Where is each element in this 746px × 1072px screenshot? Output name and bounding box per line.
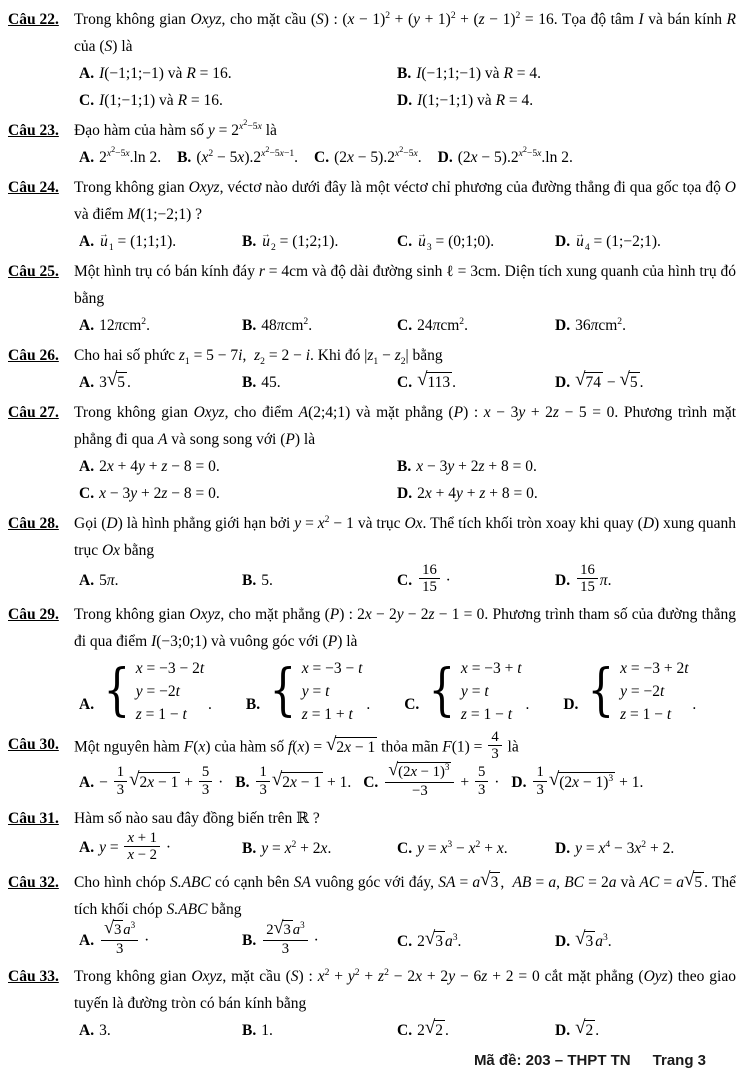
- option-content: − $\frac{1}{3}$ √ 2x − 1 + $\frac{5}{3}$ ·: [99, 774, 223, 791]
- question: [8, 399, 736, 507]
- option-content: √ 74 − √ 5 .: [575, 374, 643, 391]
- question-content: [72, 601, 736, 728]
- option-letter: A.: [79, 233, 95, 250]
- question-content: [72, 117, 736, 171]
- options-row: [74, 919, 736, 960]
- option-content: $\frac{1}{3}$ √ 2x − 1 + 1.: [254, 774, 351, 791]
- option-content: 2 √ 3 $a^3$.: [417, 933, 461, 950]
- option: [235, 766, 351, 800]
- options-row: [74, 144, 736, 171]
- question: [8, 601, 736, 728]
- option-content: $(2x - 5).2^{x^2-5x}.\ln$ 2.: [457, 144, 573, 166]
- option: [397, 1017, 555, 1044]
- question-content: [72, 728, 736, 802]
- question-number: Câu 23.: [8, 122, 59, 139]
- option-letter: A.: [79, 374, 95, 391]
- option-content: $(x^2 - 5x).2^{x^2-5x-1}$.: [196, 144, 299, 166]
- option-content: $\frac{16}{15}$ π.: [575, 572, 611, 589]
- question-number: Câu 28.: [8, 515, 59, 532]
- question-number: Câu 26.: [8, 347, 59, 364]
- option: [397, 928, 555, 955]
- option-content: 1.: [261, 1021, 273, 1039]
- option: [363, 762, 500, 802]
- option-letter: C.: [79, 485, 95, 502]
- question-number: Câu 27.: [8, 404, 59, 421]
- option-letter: A.: [79, 149, 95, 166]
- option-letter: D.: [555, 840, 571, 858]
- option-content: $\frac{16}{15}$ ·: [417, 572, 451, 589]
- option-letter: D.: [555, 571, 571, 589]
- question-content: [72, 342, 736, 396]
- option-letter: B.: [245, 696, 261, 714]
- question-number: Câu 22.: [8, 11, 59, 28]
- option: [242, 312, 397, 339]
- option: [397, 453, 736, 480]
- option-letter: C.: [397, 571, 413, 589]
- option-letter: D.: [397, 92, 413, 109]
- question-body: Hàm số nào sau đây đồng biến trên ℝ ?: [74, 809, 320, 827]
- option-content: x − 3y + 2z − 8 = 0.: [99, 485, 220, 502]
- option-content: → $u_4$ = (1;−2;1).: [575, 233, 661, 250]
- options-row: [74, 1017, 736, 1044]
- option-letter: B.: [235, 773, 250, 791]
- option-letter: A.: [79, 65, 95, 82]
- option: [397, 228, 555, 255]
- question-number: Câu 33.: [8, 967, 59, 985]
- option-content: √ 3 $a^3$ 3 ·: [99, 932, 149, 949]
- option-letter: C.: [363, 773, 379, 791]
- option-content: I(−1;1;−1) và R = 16.: [99, 65, 232, 82]
- option: [79, 453, 397, 480]
- option: [555, 835, 736, 862]
- option-letter: B.: [242, 572, 257, 590]
- option-content: √ 113 .: [417, 374, 456, 391]
- question-content: [72, 6, 736, 114]
- page-footer: [8, 1047, 736, 1072]
- question-number: Câu 31.: [8, 809, 59, 827]
- option-content: y = $\frac{x + 1}{x - 2}$ ·: [99, 829, 172, 864]
- option: [397, 60, 736, 87]
- option-content: 2 √ 3 $a^3$ 3 ·: [261, 932, 319, 949]
- option: [314, 144, 422, 171]
- option: [397, 369, 555, 396]
- question: [8, 510, 736, 598]
- option-content: 36πcm$^2$.: [575, 315, 626, 334]
- option-content: { x = −3 + t y = t z = 1 − t .: [428, 658, 530, 724]
- option: [242, 919, 397, 960]
- option: [79, 228, 242, 255]
- option: [242, 1017, 397, 1044]
- question: [8, 869, 736, 960]
- question-list: [8, 6, 736, 1047]
- option-content: √ 3 $a^3$.: [575, 933, 612, 950]
- question-number: Câu 32.: [8, 873, 59, 891]
- option: [246, 657, 370, 726]
- option: [79, 919, 242, 960]
- option-letter: C.: [397, 840, 413, 858]
- option: [79, 480, 397, 507]
- question: [8, 342, 736, 396]
- option-letter: A.: [79, 572, 95, 590]
- option-content: 3 √ 5 .: [99, 374, 131, 391]
- option-letter: C.: [397, 932, 413, 950]
- option: [397, 87, 736, 114]
- option-content: $y = x^3 - x^2 + x$.: [417, 839, 508, 858]
- option-letter: C.: [397, 1021, 413, 1039]
- question: [8, 174, 736, 255]
- option-content: 2 √ 2 .: [417, 1022, 449, 1039]
- option: [79, 144, 161, 171]
- option: [555, 1017, 736, 1044]
- option-content: 12πcm$^2$.: [99, 315, 150, 334]
- option-content: $2^{x^2-5x}.\ln$ 2.: [99, 144, 162, 166]
- option: [555, 369, 736, 396]
- option: [438, 144, 573, 171]
- option: [404, 657, 529, 726]
- option-content: → $u_1$ = (1;1;1).: [99, 233, 176, 250]
- option-letter: C.: [79, 92, 95, 109]
- option-letter: B.: [242, 317, 257, 334]
- option-letter: A.: [79, 773, 95, 791]
- option-letter: B.: [177, 149, 192, 166]
- option: [79, 369, 242, 396]
- option-letter: D.: [555, 233, 571, 250]
- question: [8, 117, 736, 171]
- question-number: Câu 24.: [8, 179, 59, 196]
- option-content: { x = −3 − t y = t z = 1 + t .: [269, 658, 371, 724]
- option-letter: C.: [397, 317, 413, 334]
- option-letter: D.: [397, 485, 413, 502]
- options-row: [74, 312, 736, 339]
- option-letter: B.: [397, 458, 412, 475]
- options-row: [74, 564, 736, 598]
- option-content: x − 3y + 2z + 8 = 0.: [416, 458, 537, 475]
- option-content: √ 2 .: [575, 1022, 599, 1039]
- question: [8, 258, 736, 339]
- option: [242, 835, 397, 862]
- option-letter: D.: [437, 149, 453, 166]
- option: [242, 369, 397, 396]
- option-letter: D.: [555, 317, 571, 334]
- options-row: [74, 762, 736, 802]
- option-letter: C.: [397, 374, 413, 391]
- option: [79, 87, 397, 114]
- option-content: { x = −3 − 2t y = −2t z = 1 − t .: [103, 658, 212, 724]
- option-content: 5π.: [99, 572, 119, 590]
- question-number: Câu 25.: [8, 263, 59, 280]
- option-letter: A.: [79, 458, 95, 475]
- question-body: Đạo hàm của hàm số $y = 2^{x^2-5x}$ là: [74, 117, 277, 139]
- option: [397, 835, 555, 862]
- options-row: [74, 655, 736, 728]
- question-body: Trong không gian Oxyz, cho điểm A(2;4;1) và mặt phẳng (P) : x − 3y + 2z − 5 = 0. Phương trình mặt phẳng đi qua A và song song với (P) là: [74, 404, 737, 448]
- option-content: $\frac{1}{3}$ √ $(2x - 1)^3$ + 1.: [531, 774, 643, 791]
- option: [397, 564, 555, 598]
- option: [511, 766, 643, 800]
- question-content: [72, 963, 736, 1044]
- option: [79, 766, 223, 800]
- option: [555, 228, 736, 255]
- exam-code: Mã đề: 203 – THPT TN: [473, 1051, 631, 1069]
- option-letter: A.: [79, 696, 95, 714]
- option-content: I(1;−1;1) và R = 4.: [417, 92, 534, 109]
- options-row: [74, 60, 736, 114]
- option-letter: A.: [79, 1021, 95, 1039]
- option: [79, 60, 397, 87]
- option: [397, 312, 555, 339]
- question-content: [72, 174, 736, 255]
- option-letter: C.: [397, 233, 413, 250]
- question: [8, 728, 736, 802]
- option: [79, 312, 242, 339]
- question: [8, 963, 736, 1044]
- option-letter: D.: [555, 1021, 571, 1039]
- option-letter: C.: [314, 149, 330, 166]
- options-row: [74, 228, 736, 255]
- option: [555, 312, 736, 339]
- option-letter: B.: [242, 233, 257, 250]
- question-body: Cho hai số phức $z_1 = 5 - 7i$, $z_2 = 2 - i$. Khi đó $|z_1 - z_2|$ bằng: [74, 347, 443, 368]
- options-row: [74, 453, 736, 507]
- option-content: → $u_3$ = (0;1;0).: [417, 233, 494, 250]
- option-content: 48πcm$^2$.: [261, 315, 313, 334]
- option: [177, 144, 298, 171]
- question-body: Trong không gian Oxyz, véctơ nào dưới đây là một véctơ chỉ phương của đường thẳng đi qua gốc tọa độ O và điểm M(1;−2;1) ?: [74, 179, 736, 223]
- question-body: Trong không gian Oxyz, mặt cầu (S) : $x^2 + y^2 + z^2 - 2x + 2y - 6z + 2 = 0$ cắt mặt phẳng (Oyz) theo giao tuyến là đường tròn có bán kính bằng: [74, 966, 736, 1012]
- option-content: $(2x - 5).2^{x^2-5x}$.: [334, 144, 422, 166]
- option-content: 24πcm$^2$.: [417, 315, 468, 334]
- option-letter: A.: [79, 839, 95, 857]
- option-letter: D.: [511, 773, 527, 791]
- option-letter: A.: [79, 317, 95, 334]
- option-letter: B.: [242, 1021, 257, 1039]
- option-letter: A.: [79, 931, 95, 949]
- option-content: $y = x^4 - 3x^2 + 2$.: [575, 839, 675, 858]
- question-number: Câu 29.: [8, 605, 59, 623]
- option-letter: D.: [555, 374, 571, 391]
- options-row: [74, 829, 736, 866]
- question: [8, 6, 736, 114]
- option: [242, 228, 397, 255]
- question-content: [72, 399, 736, 507]
- option-letter: D.: [563, 696, 579, 714]
- question-body: Cho hình chóp S.ABC có cạnh bên SA vuông góc với đáy, SA = a √ 3 , AB = a, BC = 2a và AC = a √ 5 . Thể tích khối chóp S.ABC bằng: [74, 869, 736, 923]
- option-content: → $u_2$ = (1;2;1).: [261, 233, 338, 250]
- question-body: Trong không gian Oxyz, cho mặt cầu (S) : $(x - 1)^2 + (y + 1)^2 + (z - 1)^2 = 16$. Tọa độ tâm I và bán kính R của (S) là: [74, 9, 737, 55]
- option: [79, 567, 242, 594]
- page-number: Trang 3: [652, 1051, 706, 1069]
- question-content: [72, 805, 736, 866]
- question-body: Trong không gian Oxyz, cho mặt phẳng (P) : 2x − 2y − 2z − 1 = 0. Phương trình tham số của đường thẳng đi qua điểm I(−3;0;1) và vuông góc với (P) là: [74, 605, 737, 650]
- question-body: Gọi (D) là hình phẳng giới hạn bởi $y = x^2 - 1$ và trục Ox. Thể tích khối tròn xoay khi quay (D) xung quanh trục Ox bằng: [74, 513, 736, 559]
- option-letter: D.: [555, 932, 571, 950]
- question-number: Câu 30.: [8, 735, 59, 753]
- question-content: [72, 869, 736, 960]
- option-content: $y = x^2 + 2x$.: [261, 839, 332, 858]
- option: [555, 564, 736, 598]
- option: [79, 829, 242, 866]
- option: [555, 928, 736, 955]
- options-row: [74, 369, 736, 396]
- option-content: I(1;−1;1) và R = 16.: [99, 92, 223, 109]
- option-letter: B.: [397, 65, 412, 82]
- option-letter: B.: [242, 840, 257, 858]
- option-content: 3.: [99, 1021, 111, 1039]
- option-letter: C.: [404, 696, 420, 714]
- option-letter: B.: [242, 931, 257, 949]
- question-body: Một hình trụ có bán kính đáy r = 4cm và độ dài đường sinh ℓ = 3cm. Diện tích xung quanh của hình trụ đó bằng: [74, 263, 736, 307]
- option: [242, 567, 397, 594]
- question-body: Một nguyên hàm F(x) của hàm số f(x) = √ 2x − 1 thỏa mãn F(1) = $\frac{4}{3}$ là: [74, 731, 736, 765]
- option-content: 5.: [261, 572, 273, 590]
- question: [8, 805, 736, 866]
- option-content: 2x + 4y + z + 8 = 0.: [417, 485, 538, 502]
- option-content: 45.: [261, 374, 281, 391]
- option: [79, 1017, 242, 1044]
- question-content: [72, 258, 736, 339]
- option-content: 2x + 4y + z − 8 = 0.: [99, 458, 220, 475]
- option: [563, 657, 696, 726]
- option: [397, 480, 736, 507]
- option-letter: B.: [242, 374, 257, 391]
- option-content: I(−1;1;−1) và R = 4.: [416, 65, 542, 82]
- question-content: [72, 510, 736, 598]
- option-content: { x = −3 + 2t y = −2t z = 1 − t .: [587, 658, 697, 724]
- option: [79, 657, 212, 726]
- option-content: √ $\frac{(2x - 1)^3}{-3}$ + $\frac{5}{3}$ ·: [383, 774, 499, 791]
